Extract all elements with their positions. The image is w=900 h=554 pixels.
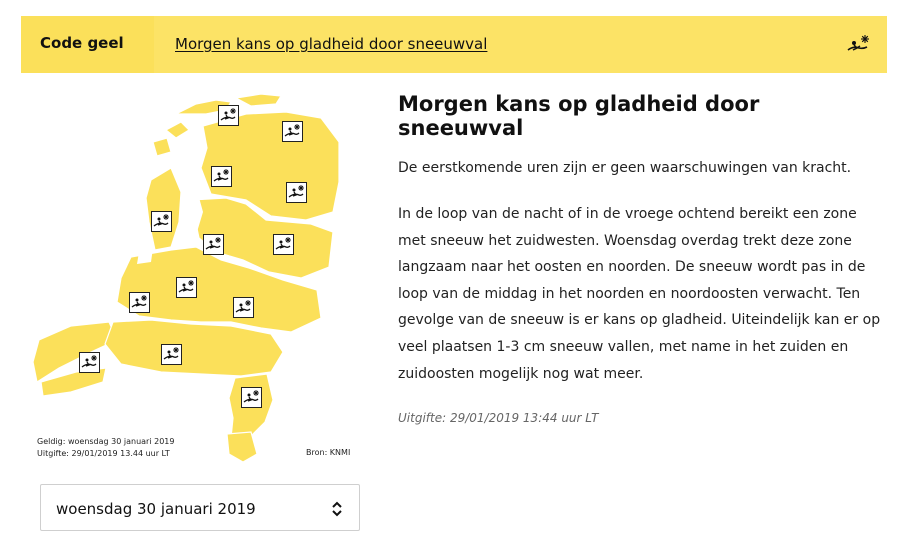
snow-slip-icon bbox=[283, 122, 301, 140]
snow-slip-icon bbox=[242, 388, 260, 406]
snow-slip-icon bbox=[204, 235, 222, 253]
map-warning-marker[interactable] bbox=[282, 121, 303, 142]
date-select[interactable] bbox=[40, 484, 360, 531]
map-warning-marker[interactable] bbox=[286, 182, 307, 203]
warning-code-tab bbox=[21, 16, 154, 73]
map-metadata bbox=[37, 436, 174, 460]
netherlands-warning-map bbox=[21, 82, 366, 472]
snow-slip-icon bbox=[274, 235, 292, 253]
article-issued: Uitgifte: 29/01/2019 13:44 uur LT bbox=[398, 411, 599, 426]
snow-slip-icon bbox=[845, 33, 871, 55]
article-title: Morgen kans op gladheid door sneeuwval bbox=[398, 92, 760, 140]
article-body: In de loop van de nacht of in de vroege ochtend bereikt een zone met sneeuw het zuidwesten. Woensdag overdag trekt deze zone langzaam naar het oosten en noorden. De sneeuw wordt pas in de loop van de middag in het noorden en noordoosten verwacht. Ten gevolge van de sneeuw is er kans op gladheid. Uiteindelijk kan er op veel plaatsen 1-3 cm sneeuw vallen, met name in het zuiden en zuidoosten mogelijk nog wat meer. bbox=[398, 206, 881, 382]
map-warning-marker[interactable] bbox=[211, 166, 232, 187]
warning-headline-link[interactable]: Morgen kans op gladheid door sneeuwval bbox=[175, 35, 488, 53]
snow-slip-icon bbox=[212, 167, 230, 185]
map-warning-marker[interactable] bbox=[218, 105, 239, 126]
map-warning-marker[interactable] bbox=[176, 277, 197, 298]
article-lead: De eerstkomende uren zijn er geen waarschuwingen van kracht. bbox=[398, 160, 852, 176]
snow-slip-icon bbox=[130, 293, 148, 311]
warning-article bbox=[398, 92, 881, 426]
warning-code-label: Code geel bbox=[40, 34, 124, 52]
snow-slip-icon bbox=[80, 353, 98, 371]
snow-slip-icon bbox=[177, 278, 195, 296]
map-valid-date: Geldig: woensdag 30 januari 2019 bbox=[37, 437, 175, 446]
warning-banner bbox=[21, 16, 887, 73]
chevron-up-down-icon bbox=[331, 500, 343, 518]
map-warning-marker[interactable] bbox=[129, 292, 150, 313]
snow-slip-icon bbox=[219, 106, 237, 124]
map-warning-marker[interactable] bbox=[273, 234, 294, 255]
map-issued-date: Uitgifte: 29/01/2019 13.44 uur LT bbox=[37, 449, 170, 458]
map-warning-marker[interactable] bbox=[79, 352, 100, 373]
date-select-value: woensdag 30 januari 2019 bbox=[56, 500, 256, 518]
map-warning-marker[interactable] bbox=[233, 297, 254, 318]
snow-slip-icon bbox=[162, 345, 180, 363]
map-warning-marker[interactable] bbox=[151, 211, 172, 232]
snow-slip-icon bbox=[234, 298, 252, 316]
map-source: Bron: KNMI bbox=[306, 448, 351, 457]
map-warning-marker[interactable] bbox=[161, 344, 182, 365]
snow-slip-icon bbox=[152, 212, 170, 230]
banner-arrow-shape bbox=[141, 16, 155, 73]
map-warning-marker[interactable] bbox=[203, 234, 224, 255]
map-warning-marker[interactable] bbox=[241, 387, 262, 408]
snow-slip-icon bbox=[287, 183, 305, 201]
